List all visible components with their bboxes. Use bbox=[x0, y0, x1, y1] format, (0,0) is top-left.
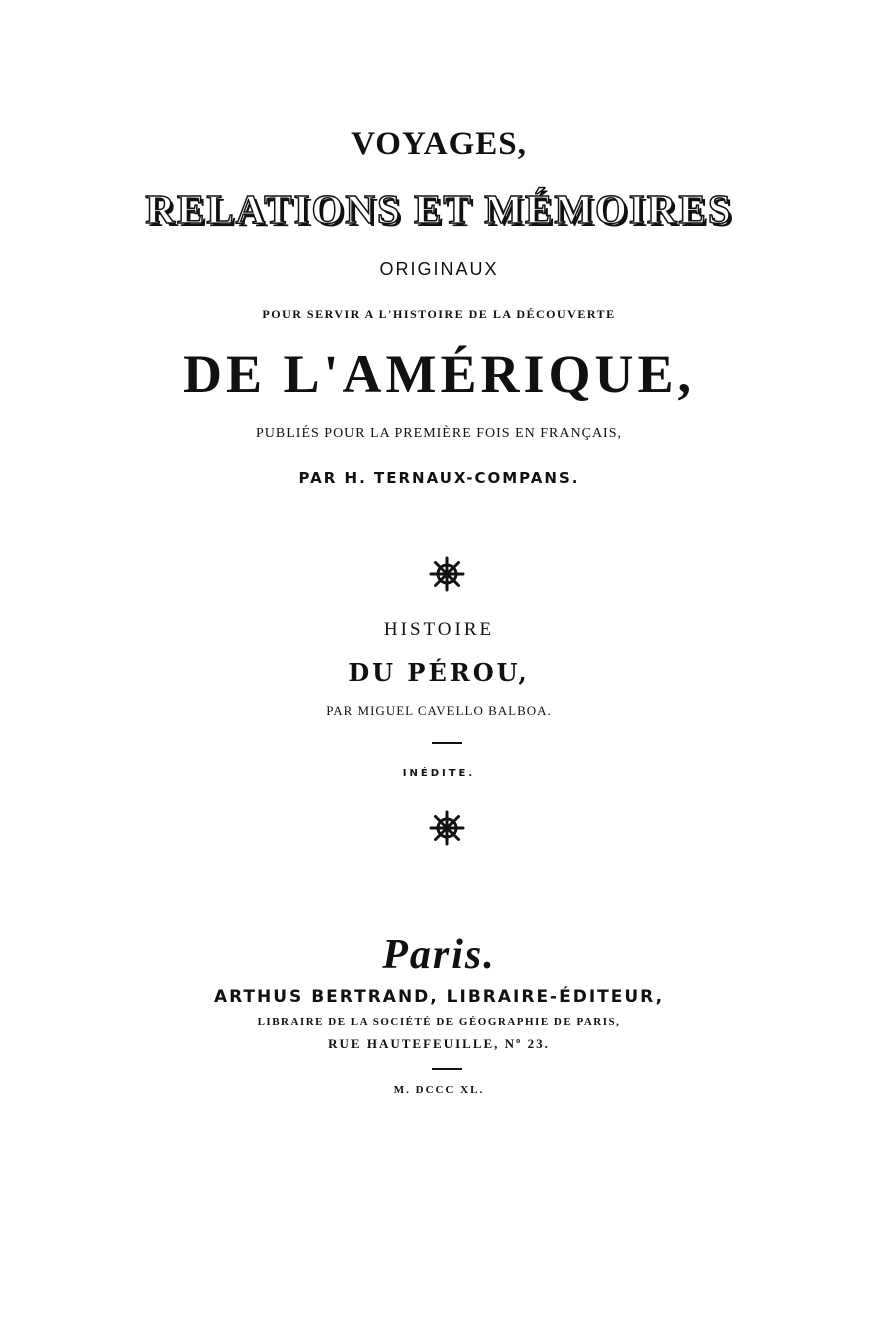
title-relations-memoires: RELATIONS ET MÉMOIRES bbox=[145, 186, 733, 232]
title-originaux: ORIGINAUX bbox=[379, 259, 499, 279]
title-voyages: VOYAGES, bbox=[351, 126, 527, 162]
divider-rule bbox=[432, 742, 462, 744]
wheel-ornament-icon bbox=[429, 810, 465, 846]
imprint-society: LIBRAIRE DE LA SOCIÉTÉ DE GÉOGRAPHIE DE PARIS, bbox=[257, 1016, 621, 1028]
imprint-address: RUE HAUTEFEUILLE, Nº 23. bbox=[328, 1036, 550, 1051]
subtitle-pour-servir: POUR SERVIR A L'HISTOIRE DE LA DÉCOUVERTE bbox=[262, 307, 616, 321]
imprint-publisher: ARTHUS BERTRAND, LIBRAIRE-ÉDITEUR, bbox=[213, 987, 665, 1007]
title-histoire: HISTOIRE bbox=[383, 619, 495, 640]
imprint-date: M. DCCC XL. bbox=[393, 1084, 485, 1096]
divider-rule bbox=[432, 1068, 462, 1070]
work-author: PAR MIGUEL CAVELLO BALBOA. bbox=[326, 703, 552, 718]
subtitle-publies: PUBLIÉS POUR LA PREMIÈRE FOIS EN FRANÇAIS, bbox=[256, 426, 622, 441]
inedite-label: INÉDITE. bbox=[402, 768, 476, 779]
wheel-ornament-icon bbox=[429, 556, 465, 592]
imprint-city: Paris. bbox=[382, 932, 496, 978]
title-du-perou: DU PÉROU, bbox=[348, 658, 530, 687]
author-line: PAR H. TERNAUX-COMPANS. bbox=[298, 469, 580, 487]
title-amerique: DE L'AMÉRIQUE, bbox=[182, 344, 696, 404]
